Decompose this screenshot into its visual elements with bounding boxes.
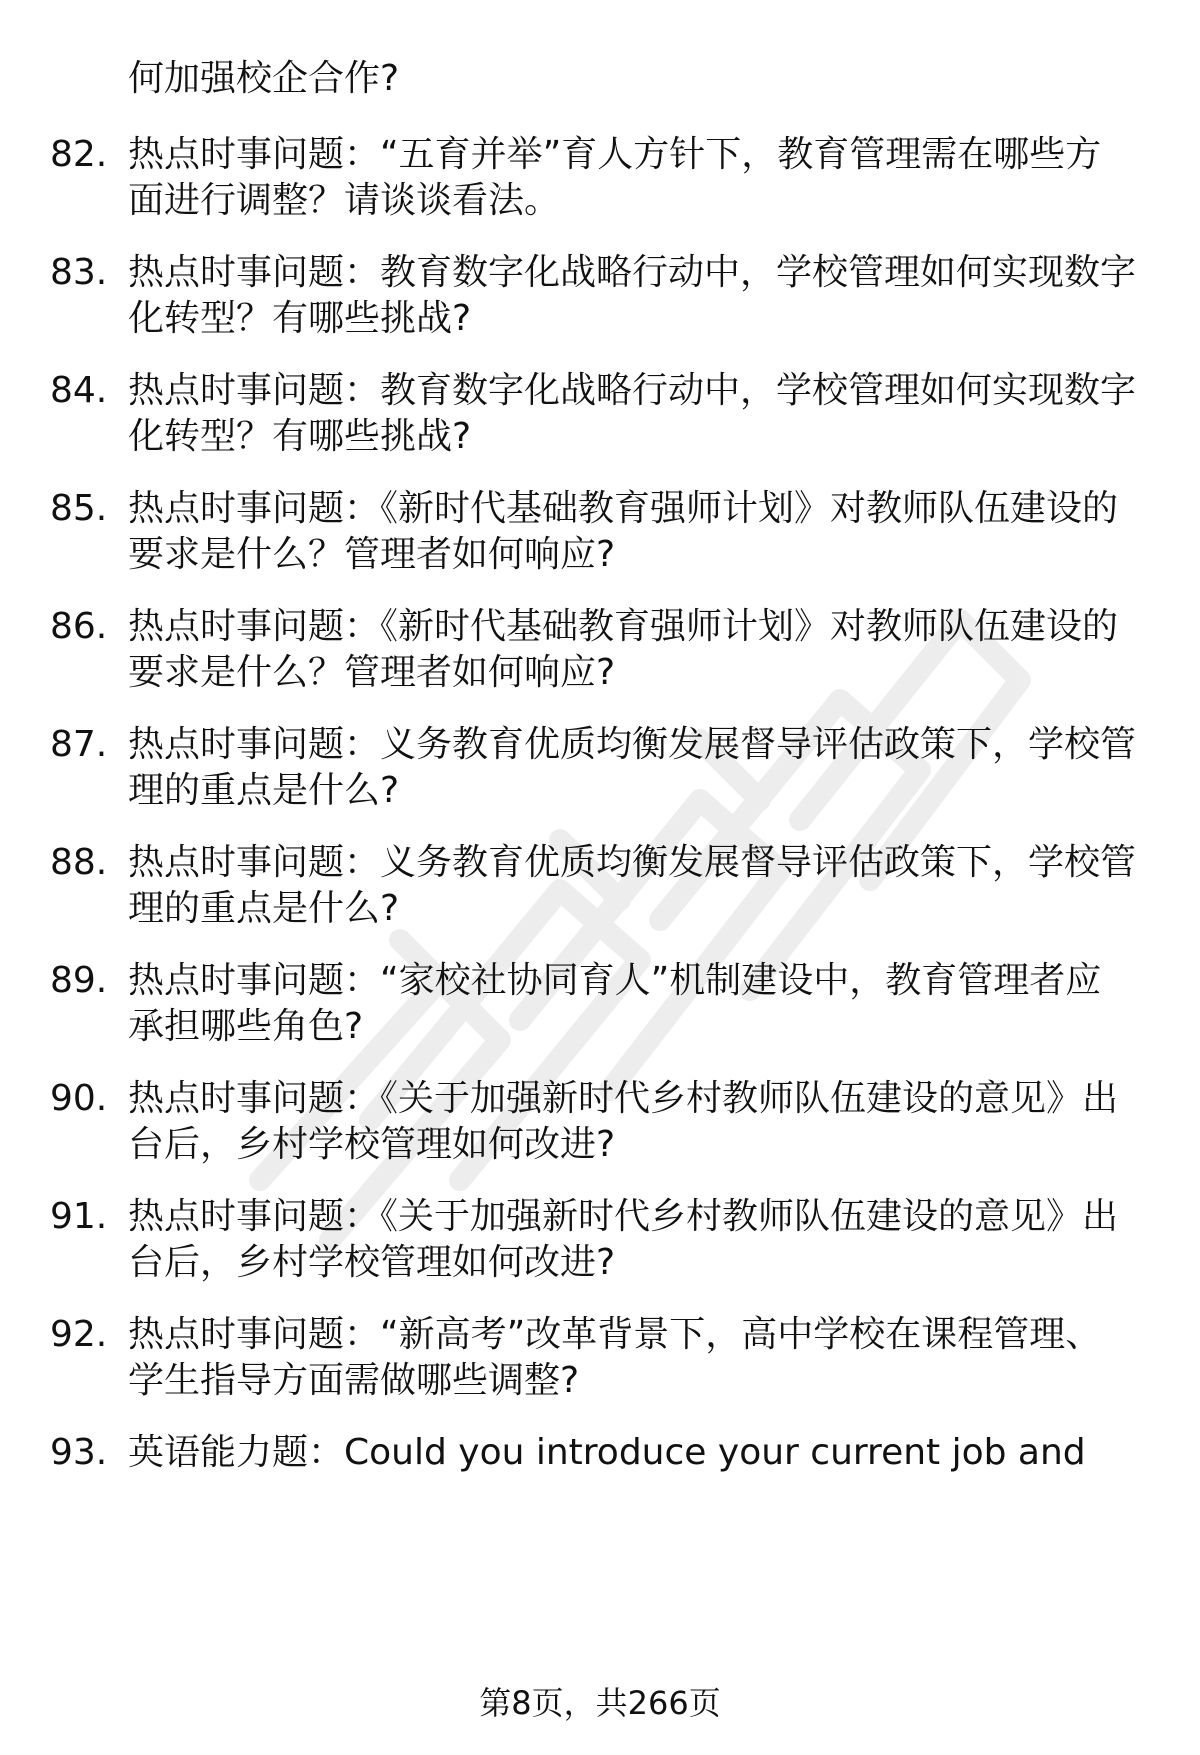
question-text-line1: 热点时事问题：《新时代基础教育强师计划》对教师队伍建设的 (128, 488, 1119, 529)
page-footer: 第8页，共266页 (479, 1684, 721, 1722)
question-text-line2: 台后，乡村学校管理如何改进? (128, 1124, 616, 1165)
question-text-line2: 理的重点是什么? (128, 888, 400, 929)
question-number: 83. (50, 252, 108, 293)
question-text-line1: 热点时事问题：《新时代基础教育强师计划》对教师队伍建设的 (128, 606, 1119, 647)
question-text-line1: 热点时事问题：“五育并举”育人方针下，教育管理需在哪些方 (128, 134, 1102, 175)
question-text-line1: 热点时事问题：义务教育优质均衡发展督导评估政策下，学校管 (128, 842, 1137, 883)
question-number: 86. (50, 606, 108, 647)
question-number: 90. (50, 1078, 108, 1119)
question-text-line1: 热点时事问题：“家校社协同育人”机制建设中，教育管理者应 (128, 960, 1102, 1001)
question-text-line1: 英语能力题：Could you introduce your current job and (128, 1432, 1086, 1473)
question-text-line1: 热点时事问题：《关于加强新时代乡村教师队伍建设的意见》出 (128, 1078, 1119, 1119)
question-number: 85. (50, 488, 108, 529)
question-text-line2: 台后，乡村学校管理如何改进? (128, 1242, 616, 1283)
question-number: 93. (50, 1432, 108, 1473)
continuation-text: 何加强校企合作? (128, 58, 400, 99)
question-text-line2: 化转型？有哪些挑战? (128, 416, 472, 457)
question-number: 82. (50, 134, 108, 175)
question-number: 91. (50, 1196, 108, 1237)
question-text-line1: 热点时事问题：义务教育优质均衡发展督导评估政策下，学校管 (128, 724, 1137, 765)
question-number: 84. (50, 370, 108, 411)
question-text-line1: 热点时事问题：教育数字化战略行动中，学校管理如何实现数字 (128, 252, 1137, 293)
question-number: 89. (50, 960, 108, 1001)
question-number: 92. (50, 1314, 108, 1355)
question-number: 88. (50, 842, 108, 883)
question-text-line1: 热点时事问题：教育数字化战略行动中，学校管理如何实现数字 (128, 370, 1137, 411)
question-number: 87. (50, 724, 108, 765)
question-text-line1: 热点时事问题：“新高考”改革背景下，高中学校在课程管理、 (128, 1314, 1102, 1355)
question-text-line2: 化转型？有哪些挑战? (128, 298, 472, 339)
question-text-line2: 理的重点是什么? (128, 770, 400, 811)
question-text-line2: 要求是什么？管理者如何响应? (128, 652, 616, 693)
question-text-line2: 学生指导方面需做哪些调整? (128, 1360, 580, 1401)
question-text-line2: 面进行调整？请谈谈看法。 (128, 180, 561, 221)
question-text-line2: 要求是什么？管理者如何响应? (128, 534, 616, 575)
question-text-line1: 热点时事问题：《关于加强新时代乡村教师队伍建设的意见》出 (128, 1196, 1119, 1237)
question-text-line2: 承担哪些角色? (128, 1006, 364, 1047)
